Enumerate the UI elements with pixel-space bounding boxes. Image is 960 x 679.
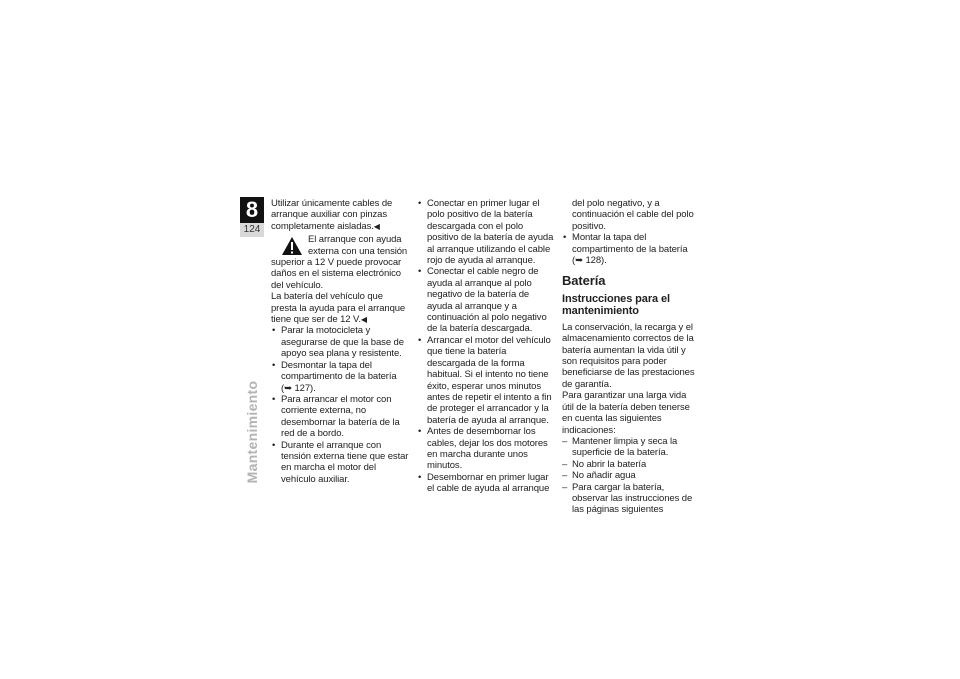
column-1 [271, 198, 409, 485]
list-item: – Para cargar la batería, observar las instrucciones de las páginas siguientes [562, 482, 700, 516]
list-item: • Antes de desembornar los cables, dejar los dos motores en marcha durante unos minutos. [417, 426, 555, 472]
dash-list [562, 436, 700, 516]
list-item: – Mantener limpia y seca la superficie de la batería. [562, 436, 700, 459]
section-label-text: Mantenimiento [244, 380, 260, 484]
list-item: • Durante el arranque con tensión externa tiene que estar en marcha el motor del vehículo auxiliar. [271, 440, 409, 486]
list-item: • Conectar en primer lugar el polo positivo de la batería descargada con el polo positivo de la batería de ayuda al arranque utilizando el cable rojo de ayuda al arranque. [417, 198, 555, 266]
bullet-list [562, 232, 700, 266]
chapter-tab [240, 197, 264, 237]
list-item: • Desembornar en primer lugar el cable de ayuda al arranque [417, 472, 555, 495]
list-item: • Arrancar el motor del vehículo que tiene la batería descargada de la forma habitual. Si el intento no tiene éxito, esperar unos minutos antes de repetir el intento a fin de proteger el arrancador y la batería de ayuda al arranque. [417, 335, 555, 426]
warning-icon [281, 236, 303, 256]
column-3 [562, 198, 700, 516]
list-item: • Conectar el cable negro de ayuda al arranque al polo negativo de la batería de ayuda al arranque y a continuación al polo negativo de la batería descargada. [417, 266, 555, 334]
page-number: 124 [240, 223, 264, 237]
paragraph: del polo negativo, y a continuación el cable del polo positivo. [572, 198, 694, 232]
paragraph: Para garantizar una larga vida útil de la batería deben tenerse en cuenta las siguientes indicaciones: [562, 390, 690, 436]
warning-text: El arranque con ayuda externa con una tensión superior a 12 V puede provocar daños en el sistema electrónico del vehículo. [271, 234, 408, 291]
paragraph: La batería del vehículo que presta la ayuda para el arranque tiene que ser de 12 V.◀ [271, 291, 406, 326]
end-mark: ◀ [373, 221, 380, 231]
list-item: – No abrir la batería [562, 459, 700, 470]
chapter-number: 8 [240, 197, 264, 223]
warning-block [271, 234, 409, 291]
list-item: • Para arrancar el motor con corriente externa, no desembornar la batería de la red de a bordo. [271, 394, 409, 440]
list-item: • Desmontar la tapa del compartimento de la batería (➥ 127). [271, 360, 409, 394]
subsection-heading: Instrucciones para el mantenimiento [562, 292, 670, 318]
column-2 [417, 198, 555, 495]
bullet-list [271, 325, 409, 485]
section-heading: Batería [562, 273, 606, 289]
end-mark: ◀ [360, 315, 367, 325]
list-item: • Montar la tapa del compartimento de la batería (➥ 128). [562, 232, 700, 266]
paragraph: Utilizar únicamente cables de arranque auxiliar con pinzas completamente aisladas.◀ [271, 198, 393, 232]
paragraph: La conservación, la recarga y el almacenamiento correctos de la batería aumentan la vida útil y son requisitos para poder beneficiarse de las prestaciones de garantía. [562, 321, 695, 390]
section-label [240, 372, 264, 492]
bullet-list [417, 198, 555, 495]
list-item: • Parar la motocicleta y asegurarse de que la base de apoyo sea plana y resistente. [271, 325, 409, 359]
list-item: – No añadir agua [562, 470, 700, 481]
